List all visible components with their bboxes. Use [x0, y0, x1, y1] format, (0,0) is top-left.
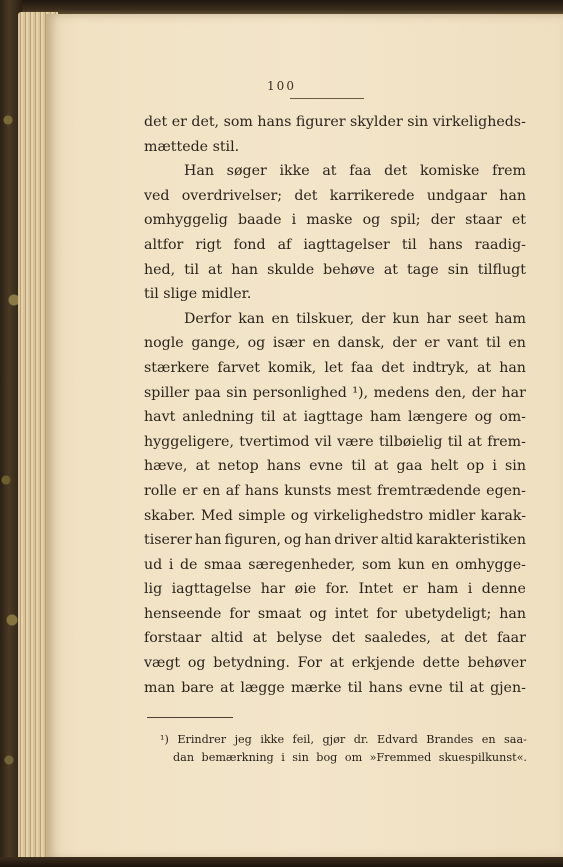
text-line: hed, til at han skulde behøve at tage sin tilflugt [144, 261, 526, 278]
text-line: stærkere farvet komik, let faa det indtryk, at han [144, 359, 526, 376]
text-line: til slige midler. [144, 286, 252, 303]
body-text [144, 110, 526, 700]
text-line: lig iagttagelse har øie for. Intet er ham i denne [144, 581, 526, 598]
text-line: hyggeligere, tvertimod vil være tilbøielig til at frem- [144, 433, 526, 450]
text-line: man bare at lægge mærke til hans evne til at gjen- [144, 679, 526, 696]
text-line: det er det, som hans figurer skylder sin virkeligheds- [144, 114, 526, 130]
book-cover-bottom [0, 857, 563, 867]
text-line: henseende for smaat og intet for ubetydeligt; han [144, 605, 526, 622]
page-number-rule [290, 98, 364, 99]
text-line: hæve, at netop hans evne til at gaa helt op i sin [144, 458, 526, 475]
footnote-line: ¹) Erindrer jeg ikke feil, gjør dr. Edvard Brandes en saa- [160, 733, 527, 746]
text-line: mættede stil. [144, 138, 240, 155]
text-line: tiserer han figuren, og han driver altid karakteristiken [144, 532, 526, 549]
text-line: omhyggelig baade i maske og spil; der staar et [144, 212, 526, 229]
text-line: vægt og betydning. For at erkjende dette behøver [144, 655, 526, 672]
page-number: 100 [267, 79, 296, 93]
footnote-line: dan bemærkning i sin bog om »Fremmed skuespilkunst«. [173, 751, 527, 764]
footnote-rule [147, 717, 233, 718]
text-line: nogle gange, og især en dansk, der er vant til en [144, 335, 526, 352]
footnote [160, 731, 527, 767]
text-line: ved overdrivelser; det karrikerede undgaar han [144, 187, 526, 204]
text-line: Derfor kan en tilskuer, der kun har seet ham [184, 310, 526, 327]
text-line: ud i de smaa særegenheder, som kun en omhygge- [144, 556, 526, 573]
text-line: havt anledning til at iagttage ham længere og om- [144, 409, 526, 426]
text-line: forstaar altid at belyse det saaledes, at det faar [144, 630, 526, 647]
text-line: rolle er en af hans kunsts mest fremtrædende egen- [144, 482, 526, 499]
text-line: Han søger ikke at faa det komiske frem [184, 163, 526, 180]
text-line: altfor rigt fond af iagttagelser til hans raadig- [144, 236, 526, 253]
text-line: spiller paa sin personlighed ¹), medens den, der har [144, 384, 526, 401]
text-line: skaber. Med simple og virkelighedstro midler karak- [144, 507, 526, 524]
